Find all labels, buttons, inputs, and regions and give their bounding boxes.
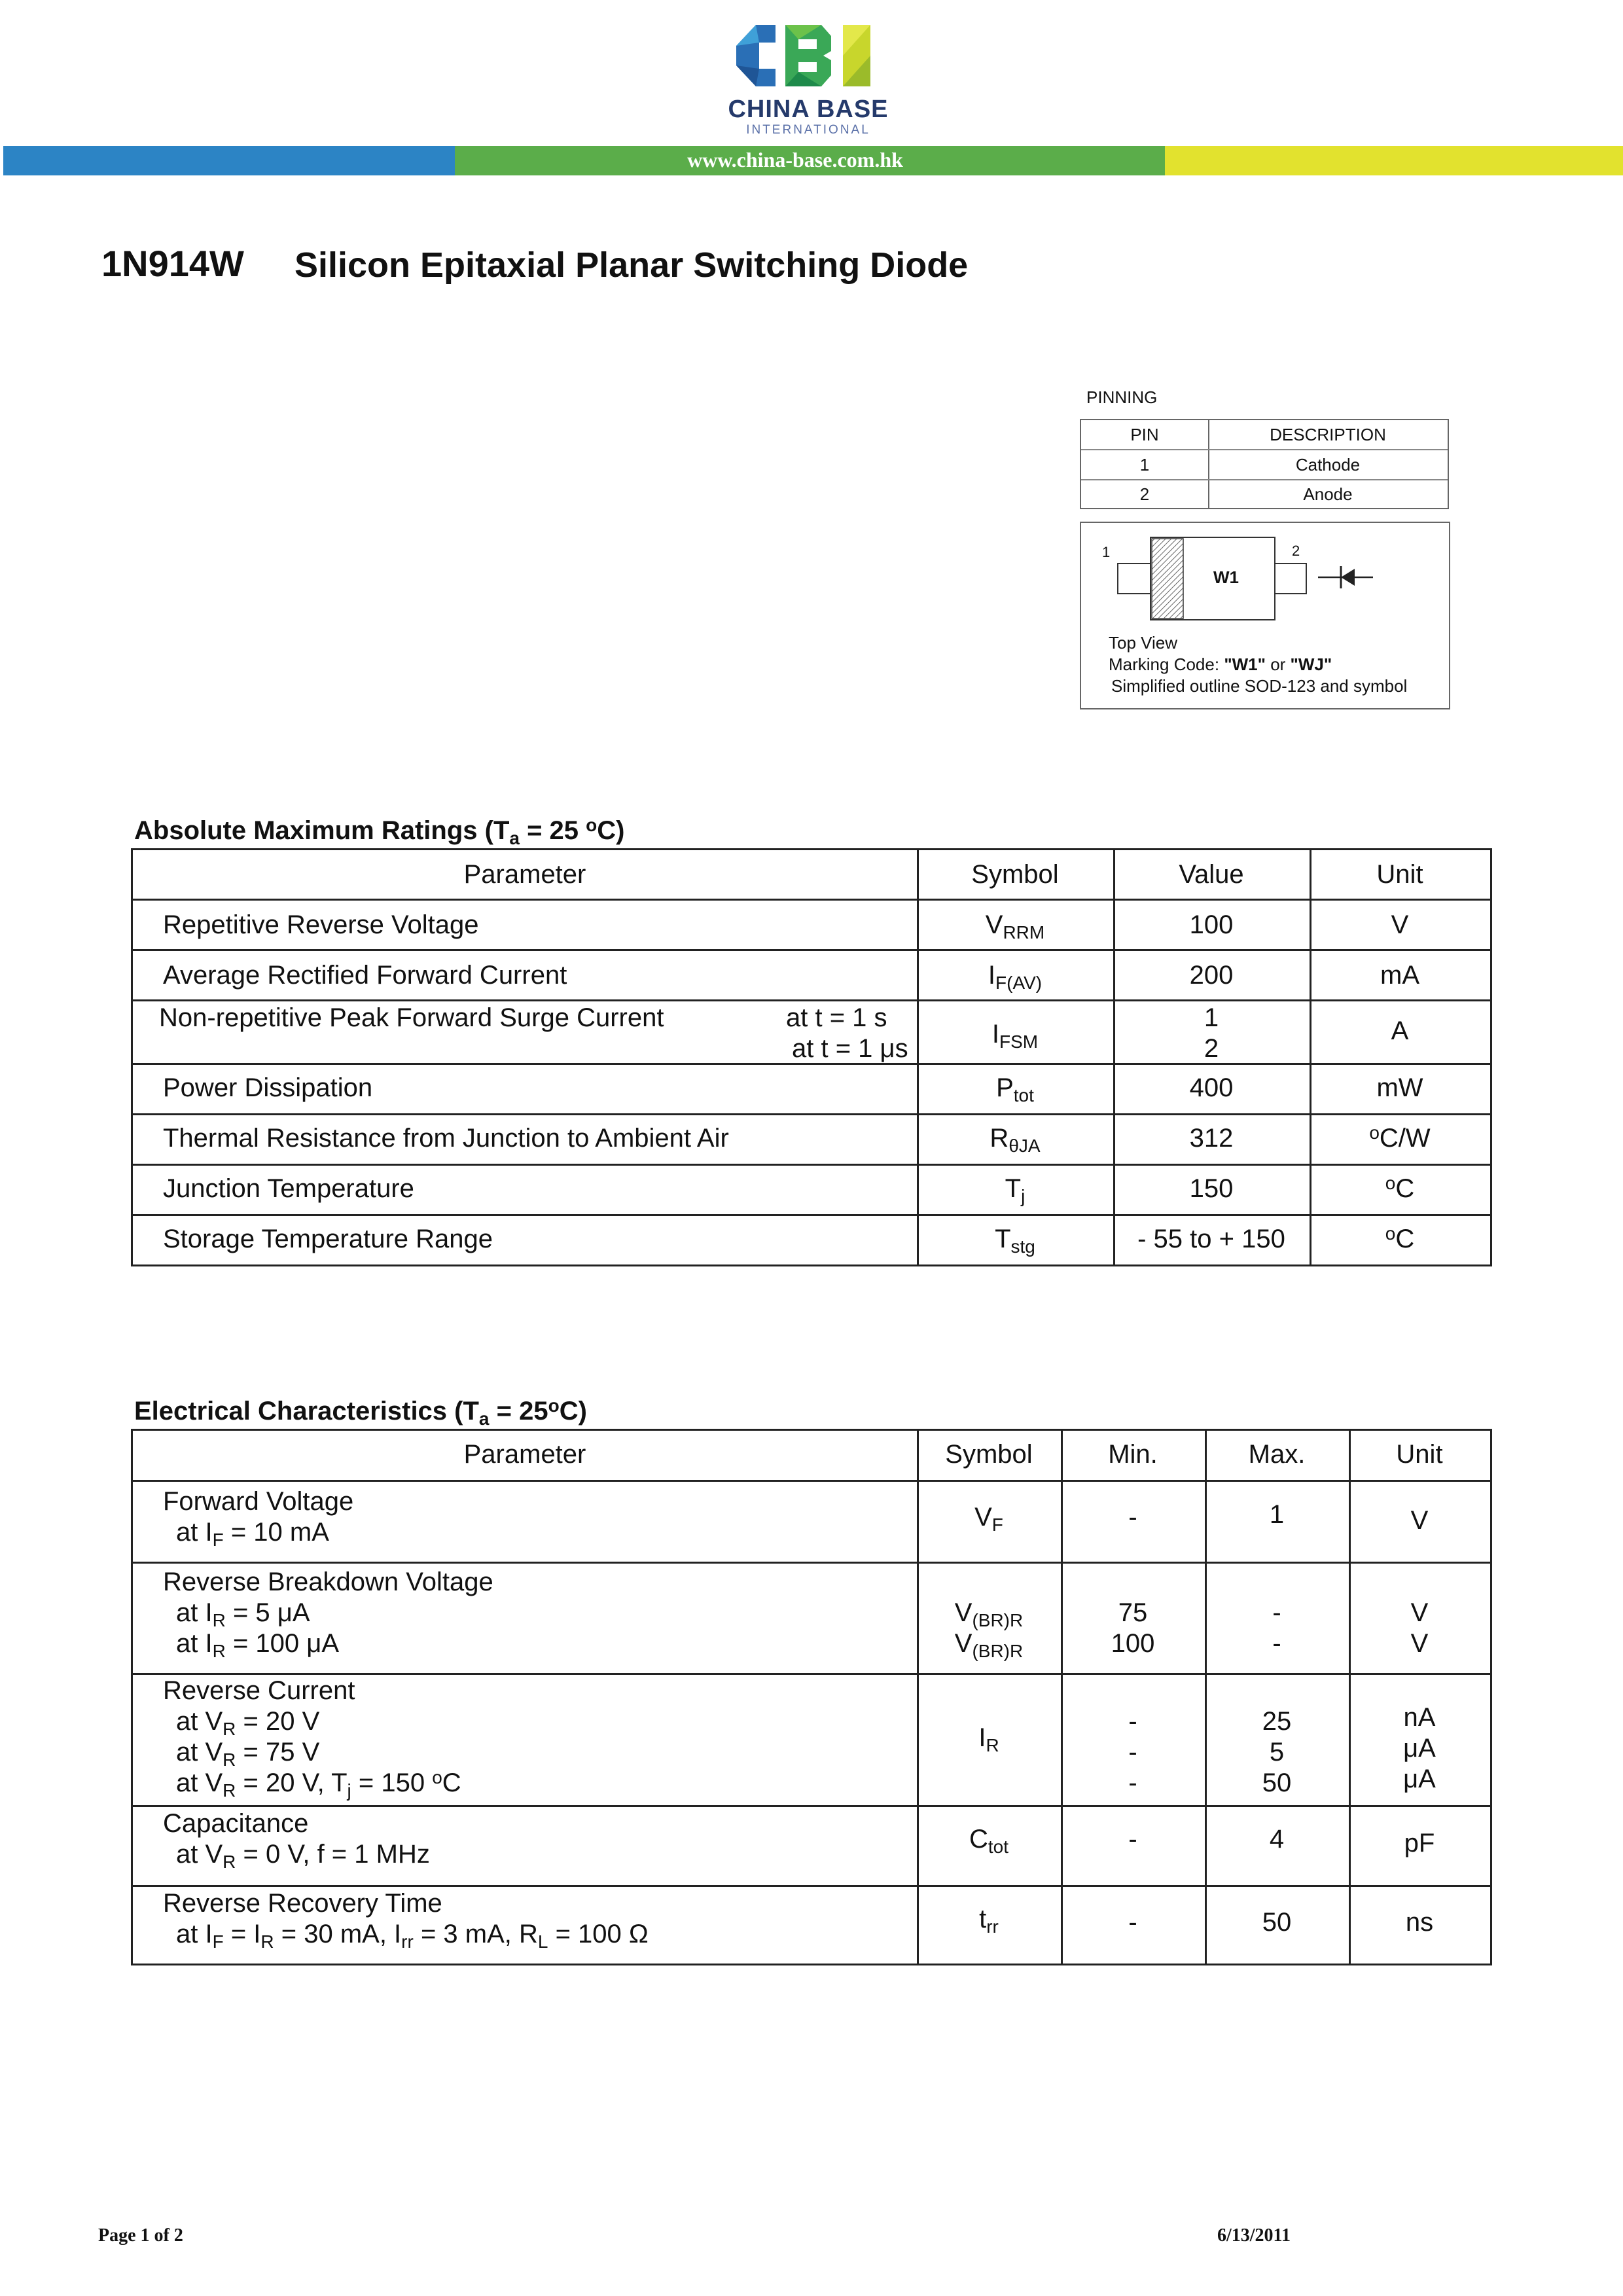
grid-line [133, 949, 1490, 951]
param-unit: mA [1380, 961, 1419, 990]
part-number: 1N914W [101, 243, 244, 284]
cond-text: = 30 mA, I [274, 1920, 402, 1948]
pin-col-header: PIN [1130, 425, 1159, 444]
cond-sub: R [223, 1780, 236, 1801]
symbol-main: T [1005, 1174, 1022, 1203]
grid-line [133, 1562, 1490, 1564]
elec-table [131, 1429, 1492, 1965]
param-value: 400 [1189, 1073, 1234, 1102]
abs-max-title-mid: = 25 [519, 816, 586, 845]
param-min: - [1128, 1707, 1137, 1736]
col-header-min: Min. [1108, 1440, 1158, 1469]
cond-text: C [442, 1768, 461, 1797]
cond-sub: R [223, 1852, 236, 1872]
grid-line [133, 1805, 1490, 1807]
cond-sub: F [212, 1530, 224, 1550]
unit-text: C [1395, 1225, 1415, 1253]
cond-sub: j [347, 1780, 351, 1801]
page-number: Page 1 of 2 [98, 2225, 183, 2246]
param-name: Thermal Resistance from Junction to Ambient Air [163, 1124, 729, 1153]
company-subtitle: INTERNATIONAL [746, 123, 870, 137]
param-max: 5 [1269, 1738, 1285, 1767]
company-logo [720, 20, 897, 137]
cbi-logo-icon [733, 20, 883, 92]
grid-line [133, 1214, 1490, 1216]
param-symbol [917, 1173, 1113, 1204]
param-name: Non-repetitive Peak Forward Surge Current [159, 1003, 664, 1032]
col-header-unit: Unit [1376, 860, 1423, 889]
col-header-symbol: Symbol [945, 1440, 1033, 1469]
description-col-header: DESCRIPTION [1270, 425, 1386, 444]
param-value: 312 [1189, 1124, 1234, 1153]
pin-header-row [1081, 420, 1448, 450]
col-header-value: Value [1179, 860, 1244, 889]
abs-max-title-sub: a [509, 828, 520, 848]
marking-code-or: or [1265, 655, 1291, 674]
param-min: - [1128, 1738, 1137, 1767]
param-name: Repetitive Reverse Voltage [163, 910, 479, 939]
cond-text: = 10 mA [223, 1518, 329, 1547]
cond-sub: R [260, 1931, 274, 1952]
param-min: 75 [1118, 1598, 1148, 1627]
cond-sub: R [212, 1610, 226, 1630]
cond-text: = 20 V, T [236, 1768, 348, 1797]
unit-text: C/W [1379, 1124, 1431, 1153]
symbol-main: V [954, 1629, 972, 1658]
cond-text: at V [176, 1768, 223, 1797]
cond-text: at V [176, 1738, 223, 1767]
symbol-main: V [974, 1503, 992, 1532]
symbol-sub: F [991, 1515, 1003, 1535]
symbol-main: V [954, 1598, 972, 1627]
pin-row [1081, 450, 1448, 480]
param-unit [1310, 1223, 1490, 1255]
cond-text: at I [176, 1598, 213, 1627]
marking-code-text [1109, 655, 1332, 675]
param-max: 1 [1269, 1500, 1285, 1529]
marking-code-w1: "W1" [1224, 655, 1266, 674]
symbol-main: V [985, 910, 1003, 939]
param-condition [176, 1628, 339, 1659]
col-header-parameter: Parameter [463, 1440, 586, 1469]
symbol-main: I [978, 1723, 986, 1752]
header-bar-yellow [1165, 146, 1623, 175]
abs-max-title-suffix: C) [597, 816, 625, 845]
cond-text: = 20 V [236, 1707, 320, 1736]
param-min: - [1128, 1908, 1137, 1937]
abs-max-table [131, 848, 1492, 1266]
symbol-sub: tot [988, 1837, 1009, 1857]
param-unit: μA [1403, 1734, 1436, 1763]
cond-text: = 150 [351, 1768, 433, 1797]
param-min: - [1128, 1503, 1137, 1532]
symbol-sub: FSM [999, 1031, 1039, 1052]
package-outline-box [1080, 522, 1450, 709]
param-name: Forward Voltage [163, 1487, 354, 1516]
top-view-text: Top View [1109, 633, 1178, 653]
cond-text: at V [176, 1840, 223, 1869]
param-symbol [917, 960, 1113, 991]
param-unit: ns [1405, 1908, 1434, 1937]
cond-sub: R [212, 1641, 226, 1661]
param-condition [176, 1767, 461, 1799]
grid-line [133, 1164, 1490, 1166]
cond-text: at I [176, 1518, 213, 1547]
pin-row [1081, 480, 1448, 509]
elec-title-mid: = 25 [489, 1397, 548, 1426]
param-symbol [917, 1018, 1113, 1050]
grid-line [133, 999, 1490, 1001]
param-min: - [1128, 1768, 1137, 1797]
symbol-main: I [988, 961, 996, 990]
pin-number: 2 [1139, 484, 1150, 504]
param-max: 25 [1262, 1707, 1292, 1736]
cond-sub: R [223, 1749, 236, 1770]
symbol-main: C [969, 1825, 988, 1854]
header-bar-blue [3, 146, 455, 175]
elec-title-sub: a [478, 1408, 490, 1429]
cond-text: at I [176, 1920, 213, 1948]
cond-sub: rr [401, 1931, 414, 1952]
company-name: CHINA BASE [728, 96, 889, 123]
symbol-sub: F(AV) [995, 973, 1043, 993]
cond-text: at V [176, 1707, 223, 1736]
param-symbol [917, 1823, 1061, 1855]
param-name: Reverse Current [163, 1676, 355, 1705]
param-symbol [917, 1072, 1113, 1103]
symbol-sub: stg [1010, 1236, 1035, 1257]
document-date: 6/13/2011 [1217, 2225, 1291, 2246]
param-max: 50 [1262, 1768, 1292, 1797]
param-unit: A [1391, 1016, 1409, 1045]
param-value: - 55 to + 150 [1137, 1225, 1285, 1253]
abs-max-title-text: Absolute Maximum Ratings (T [134, 816, 510, 845]
param-unit: mW [1376, 1073, 1423, 1102]
cond-sub: F [212, 1931, 224, 1952]
document-title: Silicon Epitaxial Planar Switching Diode [294, 245, 969, 285]
param-max: - [1272, 1598, 1281, 1627]
param-name: Power Dissipation [163, 1073, 373, 1102]
param-max: 4 [1269, 1825, 1285, 1854]
cond-text: = 3 mA, R [413, 1920, 538, 1948]
col-header-max: Max. [1248, 1440, 1306, 1469]
param-symbol [917, 1628, 1061, 1659]
symbol-sub: θJA [1008, 1136, 1041, 1156]
param-max: 50 [1262, 1908, 1292, 1937]
elec-title [134, 1395, 587, 1429]
param-symbol [917, 1597, 1061, 1628]
unit-text: C [1395, 1174, 1415, 1203]
degree-mark: o [1385, 1173, 1396, 1193]
cond-text: = 0 V, f = 1 MHz [236, 1840, 430, 1869]
col-header-parameter: Parameter [463, 860, 586, 889]
param-name: Storage Temperature Range [163, 1225, 493, 1253]
col-header-unit: Unit [1396, 1440, 1443, 1469]
symbol-sub: (BR)R [972, 1641, 1024, 1661]
symbol-sub: j [1021, 1186, 1026, 1206]
param-unit [1310, 1122, 1490, 1154]
grid-line [133, 1885, 1490, 1887]
param-unit: V [1410, 1598, 1429, 1627]
param-name: Reverse Breakdown Voltage [163, 1568, 493, 1596]
param-condition: at t = 1 s [786, 1003, 887, 1032]
cond-text: = 5 μA [225, 1598, 310, 1627]
cond-text: = 100 Ω [548, 1920, 649, 1948]
param-symbol [917, 1722, 1061, 1753]
pin-description: Cathode [1295, 455, 1361, 475]
symbol-main: P [996, 1073, 1014, 1102]
abs-max-title-deg: o [586, 815, 597, 835]
param-value: 1 [1204, 1003, 1219, 1032]
pinning-label: PINNING [1086, 387, 1158, 407]
marking-code-prefix: Marking Code: [1109, 655, 1224, 674]
param-name: Average Rectified Forward Current [163, 961, 567, 990]
param-symbol [917, 1903, 1061, 1935]
param-unit: V [1391, 910, 1409, 939]
param-max: - [1272, 1629, 1281, 1658]
param-condition [176, 1516, 329, 1548]
elec-title-deg: o [548, 1395, 560, 1416]
param-min: 100 [1111, 1629, 1155, 1658]
param-name: Junction Temperature [163, 1174, 414, 1203]
param-value: 200 [1189, 961, 1234, 990]
param-condition [176, 1736, 319, 1768]
cond-sub: L [537, 1931, 548, 1952]
symbol-main: T [995, 1225, 1011, 1253]
company-url[interactable]: www.china-base.com.hk [687, 148, 903, 171]
symbol-main: I [991, 1020, 999, 1049]
elec-title-text: Electrical Characteristics (T [134, 1397, 479, 1426]
param-symbol [917, 1223, 1113, 1255]
param-unit: μA [1403, 1765, 1436, 1793]
param-min: - [1128, 1825, 1137, 1854]
marking-label: W1 [1213, 567, 1239, 587]
param-value: 2 [1204, 1034, 1219, 1063]
cond-text: = I [223, 1920, 261, 1948]
param-condition [176, 1839, 430, 1870]
param-unit: V [1410, 1629, 1429, 1658]
param-unit: nA [1403, 1703, 1436, 1732]
param-unit: pF [1404, 1829, 1435, 1857]
grid-line [133, 1480, 1490, 1482]
symbol-sub: (BR)R [972, 1610, 1024, 1630]
param-condition: at t = 1 μs [792, 1034, 908, 1063]
degree-mark: o [1385, 1223, 1396, 1244]
elec-title-suffix: C) [559, 1397, 587, 1426]
param-value: 100 [1189, 910, 1234, 939]
param-name: Capacitance [163, 1809, 309, 1838]
degree-mark: o [432, 1767, 442, 1787]
pin2-label: 2 [1292, 543, 1300, 559]
param-symbol [917, 1501, 1061, 1533]
pin-number: 1 [1139, 455, 1150, 475]
param-symbol [917, 1122, 1113, 1154]
col-header-symbol: Symbol [971, 860, 1059, 889]
symbol-main: R [990, 1124, 1009, 1153]
degree-mark: o [1369, 1122, 1380, 1143]
symbol-sub: tot [1013, 1085, 1034, 1105]
symbol-main: t [979, 1905, 987, 1933]
symbol-sub: R [986, 1735, 999, 1755]
param-name: Reverse Recovery Time [163, 1889, 442, 1918]
param-condition [176, 1918, 649, 1950]
param-symbol [917, 909, 1113, 941]
param-value: 150 [1189, 1174, 1234, 1203]
cond-text: = 100 μA [225, 1629, 339, 1658]
param-condition [176, 1597, 310, 1628]
param-unit: V [1410, 1506, 1429, 1535]
pin-description: Anode [1303, 484, 1353, 504]
abs-max-title [134, 816, 625, 846]
grid-line [133, 899, 1490, 901]
pinning-table [1080, 419, 1449, 509]
marking-code-wj: "WJ" [1290, 655, 1332, 674]
cond-sub: R [223, 1719, 236, 1739]
symbol-sub: rr [986, 1916, 999, 1937]
cond-text: at I [176, 1629, 213, 1658]
outline-caption: Simplified outline SOD-123 and symbol [1111, 676, 1408, 696]
cond-text: = 75 V [236, 1738, 320, 1767]
grid-line [133, 1113, 1490, 1115]
symbol-sub: RRM [1003, 922, 1045, 942]
pin1-label: 1 [1102, 544, 1111, 560]
param-condition [176, 1706, 319, 1737]
param-unit [1310, 1173, 1490, 1204]
